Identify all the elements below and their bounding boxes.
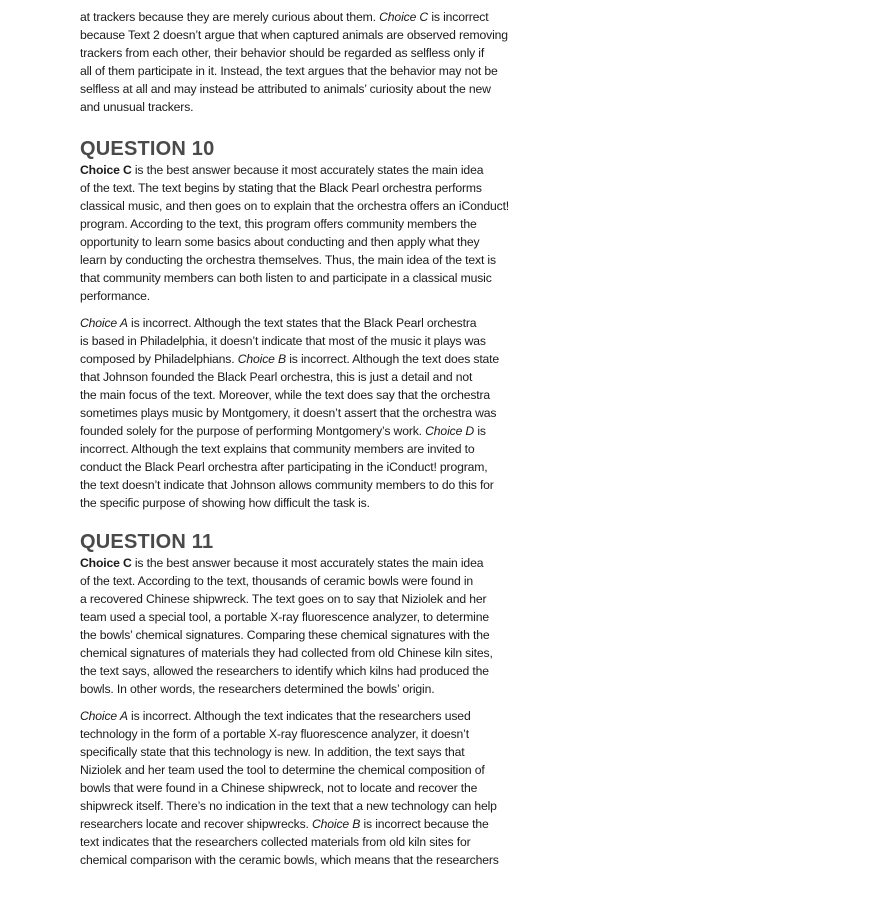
text-line: the specific purpose of showing how difficult the task is. [80,496,370,510]
question-11-heading: QUESTION 11 [80,531,214,553]
text-line: learn by conducting the orchestra themselves. Thus, the main idea of the text is [80,253,496,267]
choice-reference: Choice B [237,352,286,366]
choice-reference: Choice A [80,316,128,330]
text-line: classical music, and then goes on to explain that the orchestra offers an iConduct! [80,199,510,213]
text-line: performance. [80,289,151,303]
choice-reference: Choice B [312,817,361,831]
text-line: Niziolek and her team used the tool to determine the chemical composition of [80,763,485,777]
question-11-incorrect-choices-paragraph [80,707,570,869]
text-line: Choice A is incorrect. Although the text indicates that the researchers used [80,709,471,723]
choice-reference: Choice A [80,709,128,723]
text-line: specifically state that this technology is new. In addition, the text says that [80,745,465,759]
text-line: a recovered Chinese shipwreck. The text goes on to say that Niziolek and her [80,592,487,606]
text-line: composed by Philadelphians. Choice B is incorrect. Although the text does state [80,352,500,366]
text-line: that community members can both listen to and participate in a classical music [80,271,492,285]
text-line: incorrect. Although the text explains that community members are invited to [80,442,475,456]
text-line: the text doesn’t indicate that Johnson allows community members to do this for [80,478,494,492]
text-line: chemical signatures of materials they had collected from old Chinese kiln sites, [80,646,493,660]
text-line: Choice C is the best answer because it most accurately states the main idea [80,556,484,570]
question-10-answer-paragraph [80,161,570,305]
text-line: researchers locate and recover shipwrecks. Choice B is incorrect because the [80,817,489,831]
correct-choice-label: Choice C [80,163,132,177]
text-line: opportunity to learn some basics about conducting and then apply what they [80,235,480,249]
text-line: the text says, allowed the researchers to identify which kilns had produced the [80,664,489,678]
text-line: of the text. The text begins by stating that the Black Pearl orchestra performs [80,181,482,195]
text-line: chemical comparison with the ceramic bowls, which means that the researchers [80,853,499,867]
text-line: selfless at all and may instead be attributed to animals’ curiosity about the new [80,82,491,96]
text-line: and unusual trackers. [80,100,194,114]
question-11-section [80,530,570,869]
text-line: of the text. According to the text, thousands of ceramic bowls were found in [80,574,474,588]
text-line: the main focus of the text. Moreover, while the text does say that the orchestra [80,388,491,402]
text-line: technology in the form of a portable X-ray fluorescence analyzer, it doesn’t [80,727,469,741]
text-line: is based in Philadelphia, it doesn’t indicate that most of the music it plays was [80,334,486,348]
text-line: founded solely for the purpose of performing Montgomery’s work. Choice D is [80,424,486,438]
text-line: team used a special tool, a portable X-ray fluorescence analyzer, to determine [80,610,490,624]
text-line: all of them participate in it. Instead, the text argues that the behavior may not be [80,64,498,78]
text-line: bowls. In other words, the researchers determined the bowls’ origin. [80,682,435,696]
text-line: at trackers because they are merely curious about them. Choice C is incorrect [80,10,489,24]
text-line: Choice A is incorrect. Although the text states that the Black Pearl orchestra [80,316,477,330]
text-line: Choice C is the best answer because it most accurately states the main idea [80,163,484,177]
text-line: because Text 2 doesn’t argue that when captured animals are observed removing [80,28,508,42]
text-line: text indicates that the researchers collected materials from old kiln sites for [80,835,471,849]
text-line: trackers from each other, their behavior should be regarded as selfless only if [80,46,485,60]
choice-reference: Choice D [425,424,475,438]
previous-explanation-continuation [80,8,570,116]
text-line: shipwreck itself. There’s no indication in the text that a new technology can help [80,799,497,813]
explanation-page [80,8,570,869]
intro-paragraph [80,8,570,116]
question-10-incorrect-choices-paragraph [80,314,570,512]
text-line: bowls that were found in a Chinese shipwreck, not to locate and recover the [80,781,478,795]
question-10-section [80,137,570,512]
question-11-answer-paragraph [80,554,570,698]
correct-choice-label: Choice C [80,556,132,570]
text-line: program. According to the text, this program offers community members the [80,217,477,231]
choice-reference: Choice C [379,10,429,24]
text-line: conduct the Black Pearl orchestra after participating in the iConduct! program, [80,460,488,474]
text-line: sometimes plays music by Montgomery, it doesn’t assert that the orchestra was [80,406,497,420]
text-line: that Johnson founded the Black Pearl orchestra, this is just a detail and not [80,370,473,384]
question-10-heading: QUESTION 10 [80,138,215,160]
text-line: the bowls’ chemical signatures. Comparing these chemical signatures with the [80,628,490,642]
